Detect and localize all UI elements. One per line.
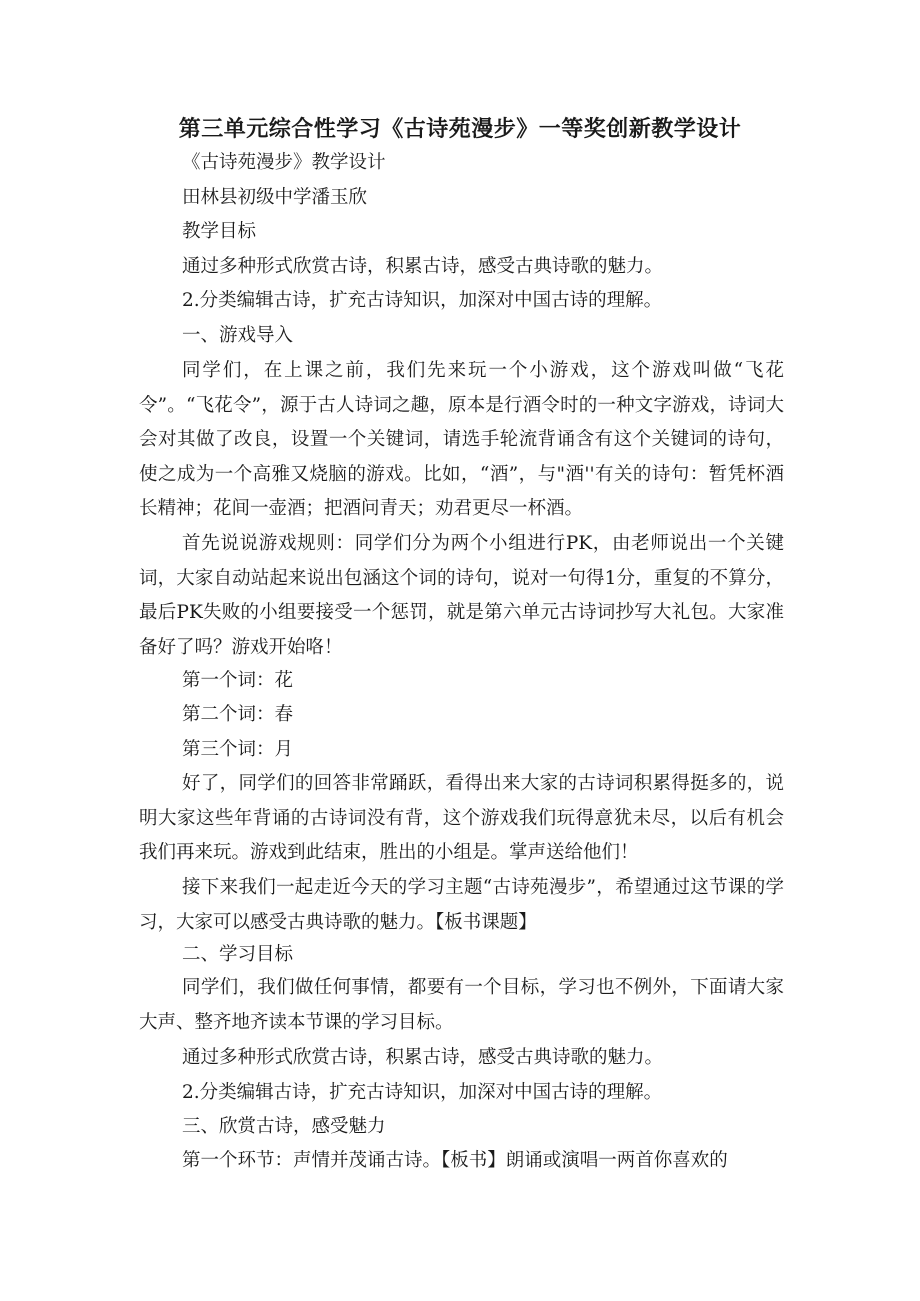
section-1-paragraph-4: 接下来我们一起走近今天的学习主题“古诗苑漫步”，希望通过这节课的学习，大家可以感受古典诗歌的魅力。【板书课题】 <box>139 877 784 933</box>
section-2-objective-2: 2.分类编辑古诗，扩充古诗知识，加深对中国古诗的理解。 <box>182 1082 663 1103</box>
section-2-paragraph-1: 同学们，我们做任何事情，都要有一个目标，学习也不例外，下面请大家大声、整齐地齐读本节课的学习目标。 <box>139 977 784 1033</box>
section-2-objective-1: 通过多种形式欣赏古诗，积累古诗，感受古典诗歌的魅力。 <box>182 1047 664 1068</box>
section-1-paragraph-2: 首先说说游戏规则：同学们分为两个小组进行PK，由老师说出一个关键词，大家自动站起来说出包涵这个词的诗句，说对一句得1分，重复的不算分，最后PK失败的小组要接受一个惩罚，就是第六单元古诗词抄写大礼包。大家准备好了吗？游戏开始咯！ <box>139 533 784 658</box>
section-2-heading: 二、学习目标 <box>182 944 294 965</box>
section-3-heading: 三、欣赏古诗，感受魅力 <box>182 1116 386 1137</box>
section-1-paragraph-1: 同学们，在上课之前，我们先来玩一个小游戏，这个游戏叫做“飞花令”。“飞花令”，源于古人诗词之趣，原本是行酒令时的一种文字游戏，诗词大会对其做了改良，设置一个关键词，请选手轮流背诵含有这个关键词的诗句，使之成为一个高雅又烧脑的游戏。比如，“酒”，与"酒''有关的诗句：暂凭杯酒长精神；花间一壶酒；把酒问青天；劝君更尽一杯酒。 <box>139 360 784 519</box>
section-1-heading: 一、游戏导入 <box>182 325 294 346</box>
objectives-heading: 教学目标 <box>182 221 257 242</box>
subtitle: 《古诗苑漫步》教学设计 <box>182 152 386 173</box>
word-1: 第一个词：花 <box>182 670 294 691</box>
objective-2: 2.分类编辑古诗，扩充古诗知识，加深对中国古诗的理解。 <box>182 290 663 311</box>
author: 田林县初级中学潘玉欣 <box>182 187 368 208</box>
word-2: 第二个词：春 <box>182 704 294 725</box>
section-3-paragraph-1: 第一个环节：声情并茂诵古诗。【板书】朗诵或演唱一两首你喜欢的 <box>182 1150 728 1171</box>
word-3: 第三个词：月 <box>182 739 294 760</box>
objective-1: 通过多种形式欣赏古诗，积累古诗，感受古典诗歌的魅力。 <box>182 256 664 277</box>
document-title: 第三单元综合性学习《古诗苑漫步》一等奖创新教学设计 <box>178 117 742 142</box>
section-1-paragraph-3: 好了，同学们的回答非常踊跃，看得出来大家的古诗词积累得挺多的，说明大家这些年背诵的古诗词没有背，这个游戏我们玩得意犹未尽，以后有机会我们再来玩。游戏到此结束，胜出的小组是。掌声送给他们！ <box>139 773 784 863</box>
